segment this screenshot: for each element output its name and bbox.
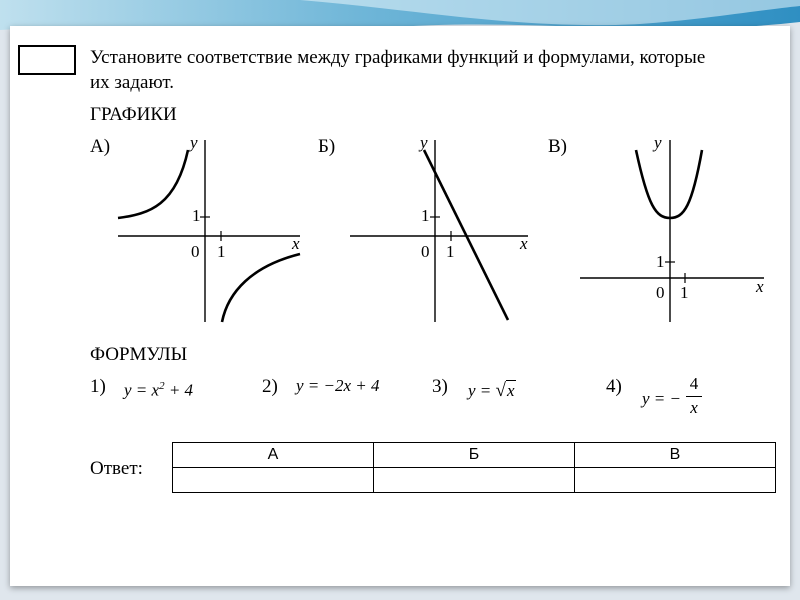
- formula-1-rhs: + 4: [164, 380, 194, 400]
- answer-table: [172, 442, 776, 493]
- answer-cell-a[interactable]: [173, 468, 374, 493]
- answer-column-b: Б: [374, 443, 575, 468]
- answer-header-row: [173, 443, 776, 468]
- graph-c-origin: 0: [656, 283, 665, 302]
- graph-c-unit-x: 1: [680, 283, 689, 302]
- formula-2: y = −2x + 4: [296, 376, 380, 395]
- graph-a-label: А): [90, 136, 111, 157]
- formula-4-lhs: y = −: [642, 389, 681, 408]
- graph-b-unit-x: 1: [446, 242, 455, 261]
- formula-3-lhs: y =: [468, 381, 496, 400]
- formula-2-number: 2): [262, 376, 278, 397]
- graph-a-y-label: y: [190, 133, 198, 152]
- graph-c-unit-y: 1: [656, 252, 665, 271]
- graph-c-label: В): [548, 136, 567, 157]
- graph-b-label: Б): [318, 136, 336, 157]
- answer-cell-b[interactable]: [374, 468, 575, 493]
- formula-4-denominator: x: [690, 398, 698, 417]
- graph-b-unit-y: 1: [421, 206, 430, 225]
- formula-4-numerator: 4: [689, 374, 699, 393]
- answer-column-a: А: [173, 443, 374, 468]
- graph-a-unit-y: 1: [192, 206, 201, 225]
- formula-1-exponent: 2: [159, 380, 165, 392]
- question-line-2: их задают.: [90, 72, 175, 93]
- answer-label: Ответ:: [90, 458, 143, 479]
- sqrt-icon: √: [495, 380, 506, 401]
- formula-1-lhs: y = x: [124, 380, 160, 400]
- graph-b-x-label: x: [520, 234, 528, 253]
- formulas-heading: ФОРМУЛЫ: [90, 344, 188, 365]
- graph-c-curve: [636, 150, 702, 218]
- graph-b-origin: 0: [421, 242, 430, 261]
- formula-1: [124, 380, 193, 401]
- formula-4-number: 4): [606, 376, 622, 397]
- graph-a-x-label: x: [292, 234, 300, 253]
- answer-column-c: В: [575, 443, 776, 468]
- graph-a-unit-x: 1: [217, 242, 226, 261]
- graph-c-y-label: y: [654, 133, 662, 152]
- formula-3-number: 3): [432, 376, 448, 397]
- formula-4-fraction-bar: [686, 396, 702, 397]
- graph-c-x-label: x: [756, 277, 764, 296]
- graph-b-y-label: y: [420, 133, 428, 152]
- formula-1-number: 1): [90, 376, 106, 397]
- question-line-1: Установите соответствие между графиками функций и формулами, которые: [90, 47, 706, 68]
- answer-cell-c[interactable]: [575, 468, 776, 493]
- formula-3: [468, 380, 516, 402]
- answer-input-row: [173, 468, 776, 493]
- graph-a-origin: 0: [191, 242, 200, 261]
- formula-3-radicand: x: [506, 381, 515, 400]
- graphs-heading: ГРАФИКИ: [90, 104, 177, 125]
